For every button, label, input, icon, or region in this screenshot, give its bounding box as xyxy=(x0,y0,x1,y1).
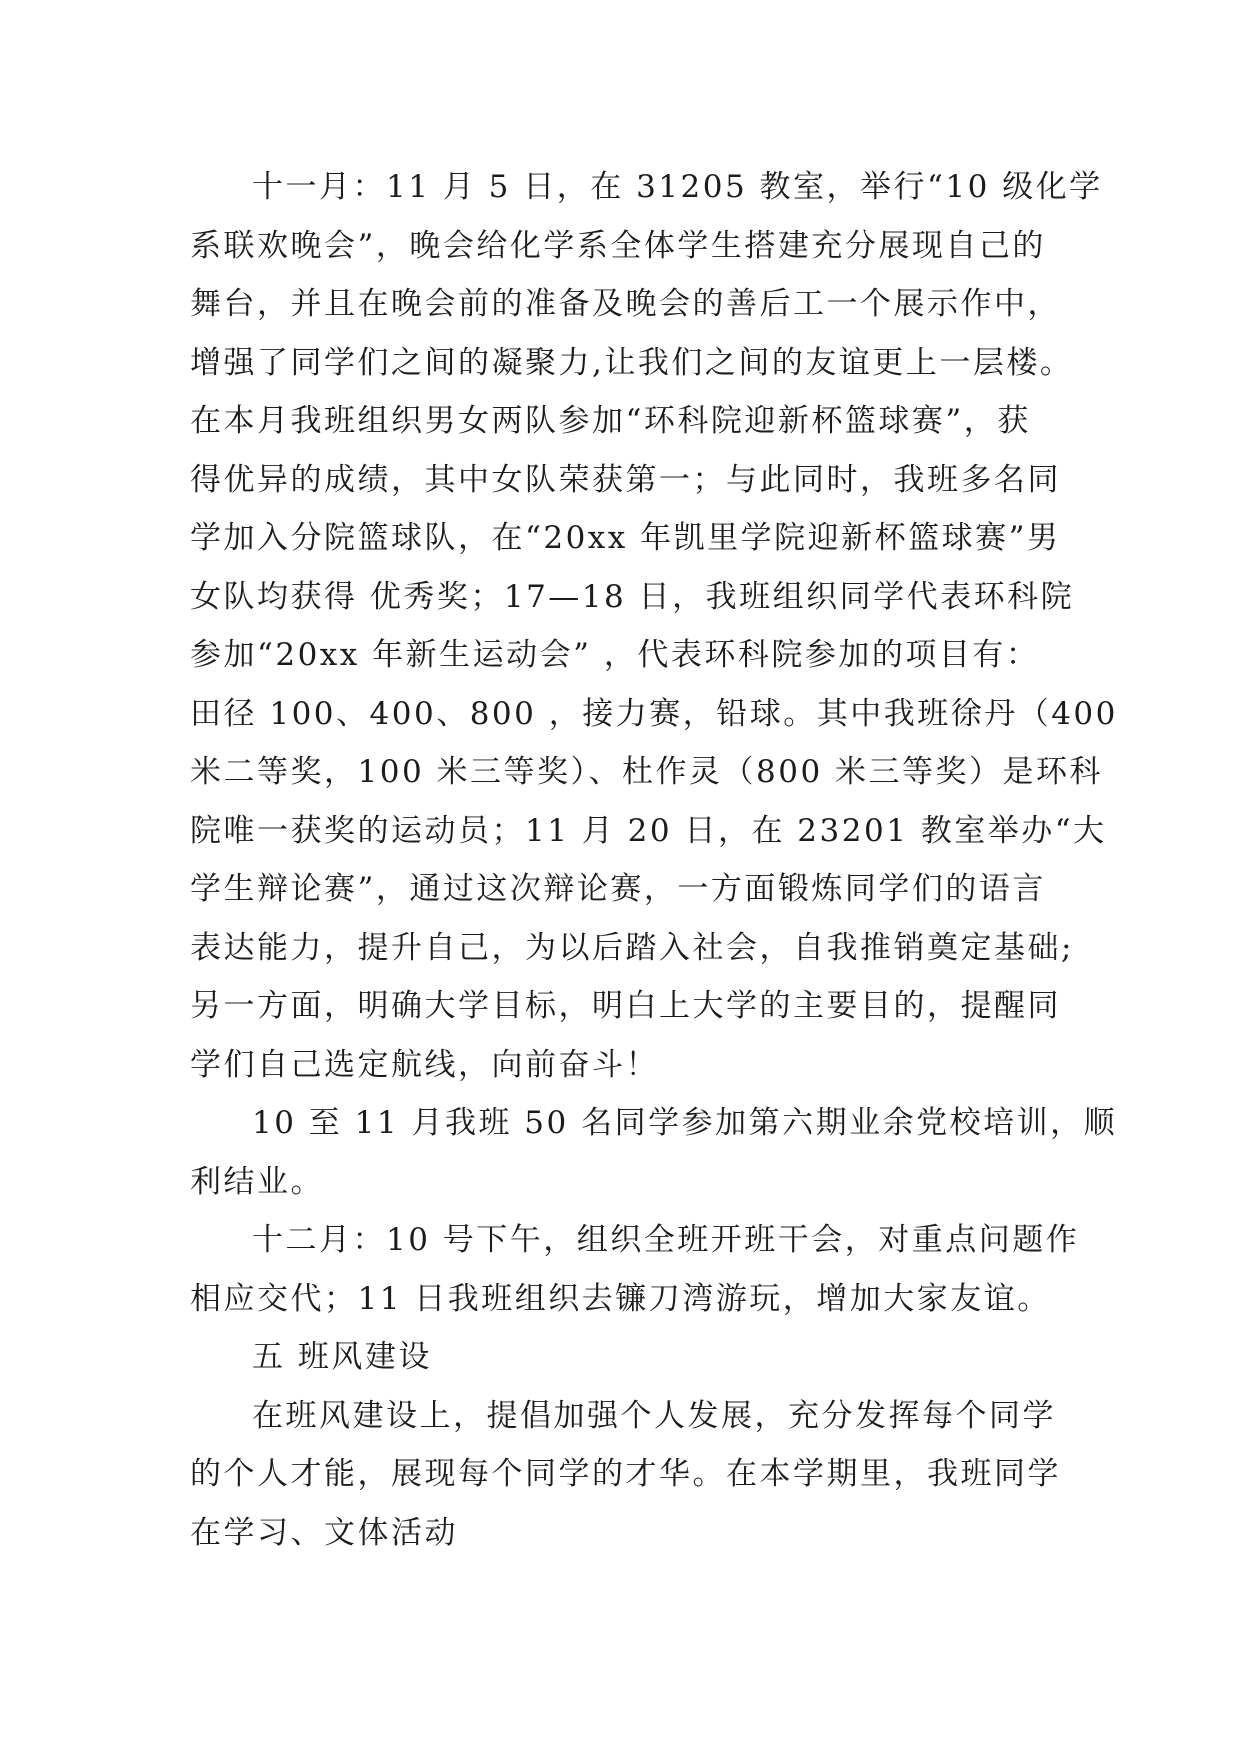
text-line: 米二等奖，100 米三等奖）、杜作灵（800 米三等奖）是环科 xyxy=(190,754,1104,790)
text-line: 系联欢晚会”，晚会给化学系全体学生搭建充分展现自己的 xyxy=(190,227,1046,264)
text-line: 女队均获得 优秀奖；17—18 日，我班组织同学代表环科院 xyxy=(190,578,1075,615)
text-line: 表达能力，提升自己，为以后踏入社会，自我推销奠定基础; xyxy=(190,929,1074,966)
text-line: 相应交代；11 日我班组织去镰刀湾游玩，增加大家友谊。 xyxy=(190,1280,1051,1317)
paragraph-november xyxy=(190,158,1118,1094)
text-line: 参加“20xx 年新生运动会” ，代表环科院参加的项目有： xyxy=(190,637,1040,673)
text-line: 十二月：10 号下午，组织全班开班干会，对重点问题作 xyxy=(252,1222,1080,1258)
text-line: 增强了同学们之间的凝聚力,让我们之间的友谊更上一层楼。 xyxy=(190,344,1074,381)
text-line: 利结业。 xyxy=(190,1163,324,1200)
text-line: 10 至 11 月我班 50 名同学参加第六期业余党校培训，顺 xyxy=(252,1105,1118,1141)
text-line: 学生辩论赛”，通过这次辩论赛，一方面锻炼同学们的语言 xyxy=(190,871,1046,907)
paragraph-class-style xyxy=(190,1387,1060,1563)
text-line: 田径 100、400、800 ，接力赛，铅球。其中我班徐丹（400 xyxy=(190,695,1118,732)
text-line: 学加入分院篮球队，在“20xx 年凯里学院迎新杯篮球赛”男 xyxy=(190,520,1061,556)
text-line: 院唯一获奖的运动员；11 月 20 日，在 23201 教室举办“大 xyxy=(190,812,1107,849)
document-body xyxy=(190,158,1118,1562)
text-line: 学们自己选定航线，向前奋斗！ xyxy=(190,1046,659,1083)
text-line: 另一方面，明确大学目标，明白上大学的主要目的，提醒同 xyxy=(190,988,1061,1024)
paragraph-party-school xyxy=(190,1094,1118,1211)
section-heading xyxy=(190,1328,1060,1387)
text-line: 舞台，并且在晚会前的准备及晚会的善后工一个展示作中， xyxy=(190,286,1061,322)
text-line: 在本月我班组织男女两队参加“环科院迎新杯篮球赛”，获 xyxy=(190,403,1031,439)
text-line: 十一月：11 月 5 日，在 31205 教室，举行“10 级化学 xyxy=(252,169,1103,205)
text-line: 在学习、文体活动 xyxy=(190,1514,458,1551)
text-line: 得优异的成绩，其中女队荣获第一；与此同时，我班多名同 xyxy=(190,461,1061,498)
text-line: 在班风建设上，提倡加强个人发展，充分发挥每个同学 xyxy=(252,1397,1056,1434)
text-line: 的个人才能，展现每个同学的才华。在本学期里，我班同学 xyxy=(190,1456,1061,1492)
heading-text: 五 班风建设 xyxy=(252,1339,432,1375)
paragraph-december xyxy=(190,1211,1080,1328)
